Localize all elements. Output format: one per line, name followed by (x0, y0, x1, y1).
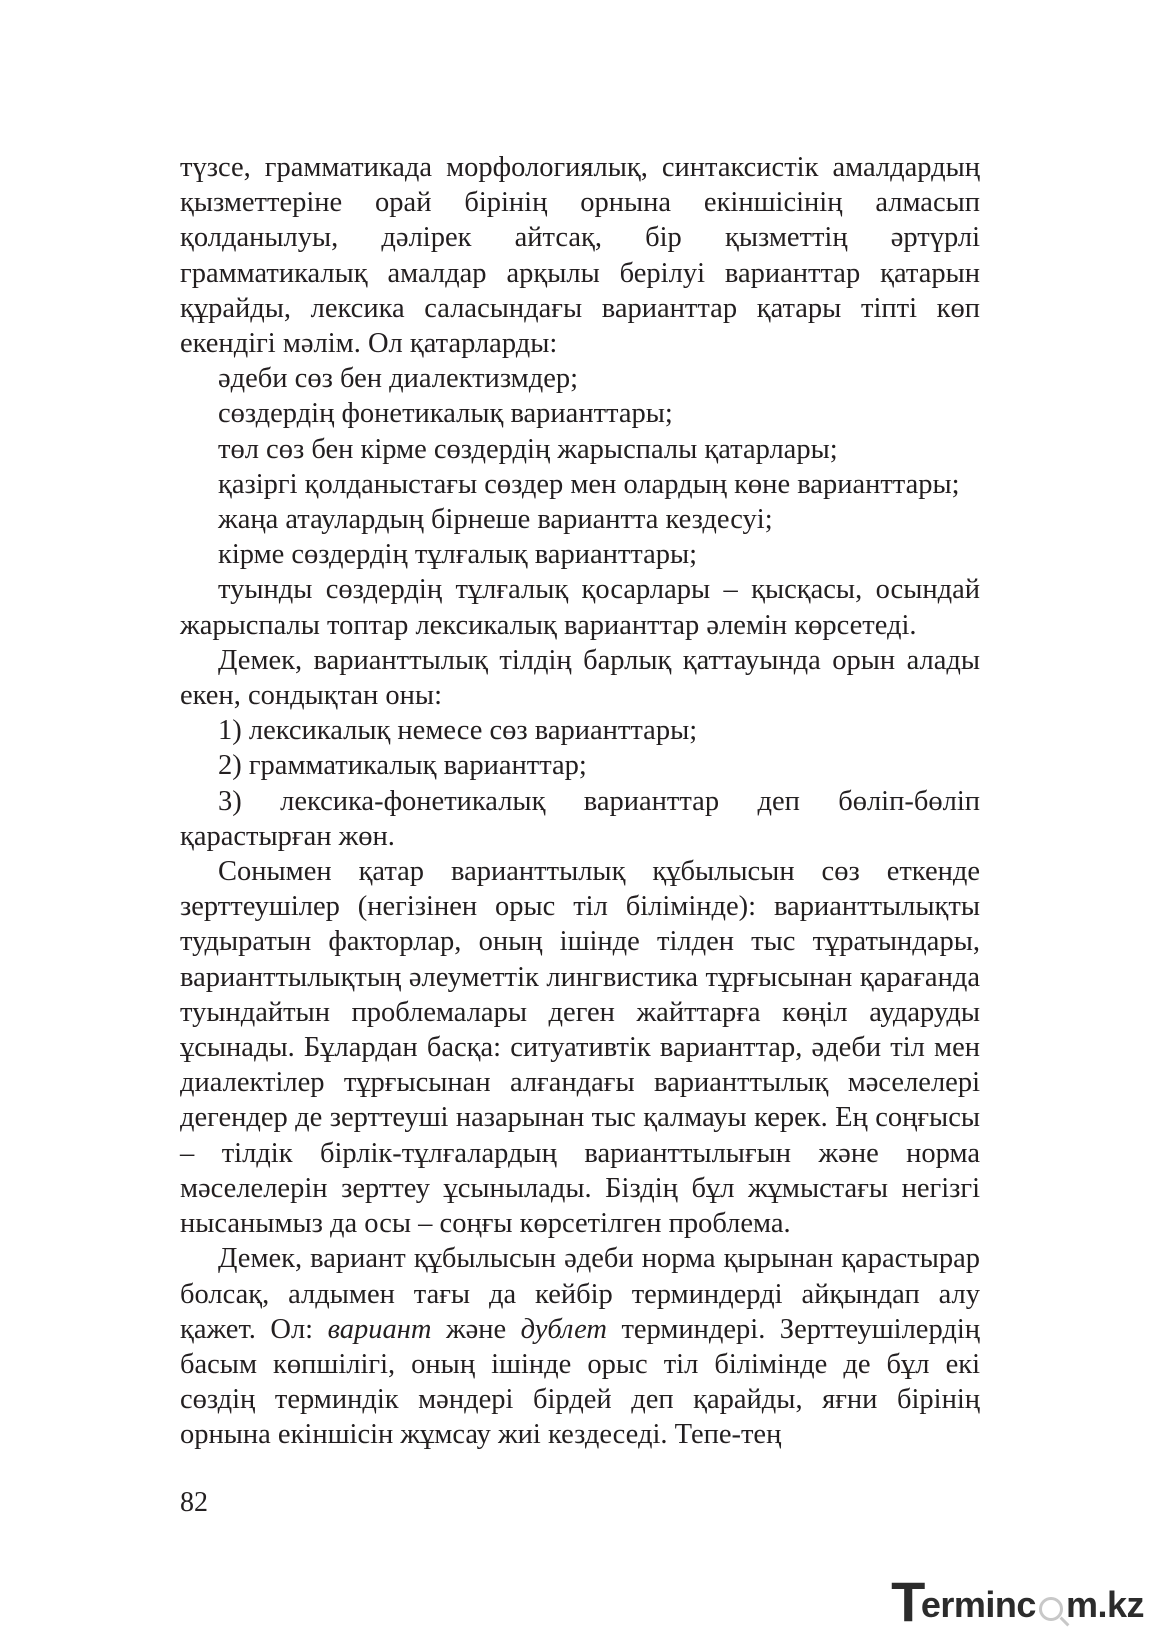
text-run: және (431, 1313, 521, 1345)
text-run: түзсе, грамматикада морфологиялық, синтаксистік амалдардың қызметтеріне орай бірінің орнына екіншісінің алмасып қолданылуы, дәлірек айтсақ, бір қызметтің әртүрлі грамматикалық амалдар арқылы берілуі варианттар қатарын құрайды, лексика саласындағы варианттар қатары тіпті көп екендігі мәлім. Ол қатарларды: (180, 152, 980, 360)
magnifier-icon (1039, 1597, 1063, 1621)
text-run: Демек, варианттылық тілдің барлық қаттауында орын алады екен, сондықтан оны: (180, 644, 980, 712)
paragraph (180, 502, 980, 537)
paragraph (180, 643, 980, 713)
watermark-part-2: m.kz (1065, 1584, 1144, 1625)
text-run: кірме сөздердің тұлғалық варианттары; (218, 539, 698, 571)
text-run: терминдері. Зерттеушілердің басым көпшілігі, оның ішінде орыс тіл білімінде де бұл екі сөздің терминдік мәндері бірдей деп қарайды, яғни бірінің орнына екіншісін жұмсау жиі кездеседі. Тепе-тең (180, 1313, 980, 1451)
paragraph (180, 1241, 980, 1452)
italic-term: дублет (520, 1313, 607, 1345)
text-run: туынды сөздердің тұлғалық қосарлары – қысқасы, осындай жарыспалы топтар лексикалық варианттар әлемін көрсетеді. (180, 574, 980, 641)
text-run: әдеби сөз бен диалектизмдер; (218, 363, 579, 395)
paragraph (180, 713, 980, 748)
paragraph (180, 537, 980, 572)
text-run: 2) грамматикалық варианттар; (218, 750, 587, 782)
text-run: қазіргі қолданыстағы сөздер мен олардың көне варианттары; (218, 468, 960, 500)
watermark-logo (891, 1570, 1144, 1633)
body-text (180, 150, 980, 1453)
paragraph (180, 467, 980, 502)
paragraph (180, 784, 980, 854)
text-run: 3) лексика-фонетикалық варианттар деп бөліп-бөліп қарастырған жөн. (180, 785, 980, 852)
paragraph (180, 361, 980, 396)
text-run: Демек, вариант құбылысын әдеби норма қырынан қарастырар болсақ, алдымен тағы да кейбір терминдерді айқындап алу қажет. Ол: (180, 1243, 980, 1345)
page-number: 82 (180, 1487, 208, 1518)
paragraph (180, 432, 980, 467)
watermark-part-1: erminc (920, 1584, 1036, 1625)
text-run: 1) лексикалық немесе сөз варианттары; (218, 715, 698, 747)
text-run: Сонымен қатар варианттылық құбылысын сөз еткенде зерттеушілер (негізінен орыс тіл білімінде): варианттылықты тудыратын факторлар, оның ішінде тілден тыс тұратындары, варианттылықтың әлеуметтік лингвистика тұрғысынан қарағанда туындайтын проблемалары деген жайттарға көңіл аударуды ұсынады. Бұлардан басқа: ситуативтік варианттар, әдеби тіл мен диалектілер тұрғысынан алғандағы варианттылық мәселелері дегендер де зерттеуші назарынан тыс қалмауы керек. Ең соңғысы – тілдік бірлік-тұлғалардың варианттылығын және норма мәселелерін зерттеу ұсынылады. Біздің бұл жұмыстағы негізгі нысанымыз да осы – соңғы көрсетілген проблема. (180, 856, 980, 1240)
paragraph (180, 748, 980, 783)
text-run: жаңа атаулардың бірнеше вариантта кездесуі; (218, 504, 773, 536)
paragraph (180, 396, 980, 431)
text-run: төл сөз бен кірме сөздердің жарыспалы қатарлары; (218, 433, 838, 465)
watermark-initial: T (891, 1570, 925, 1633)
paragraph (180, 150, 980, 361)
text-run: сөздердің фонетикалық варианттары; (218, 398, 673, 430)
paragraph (180, 854, 980, 1241)
paragraph (180, 572, 980, 642)
italic-term: вариант (327, 1313, 432, 1345)
